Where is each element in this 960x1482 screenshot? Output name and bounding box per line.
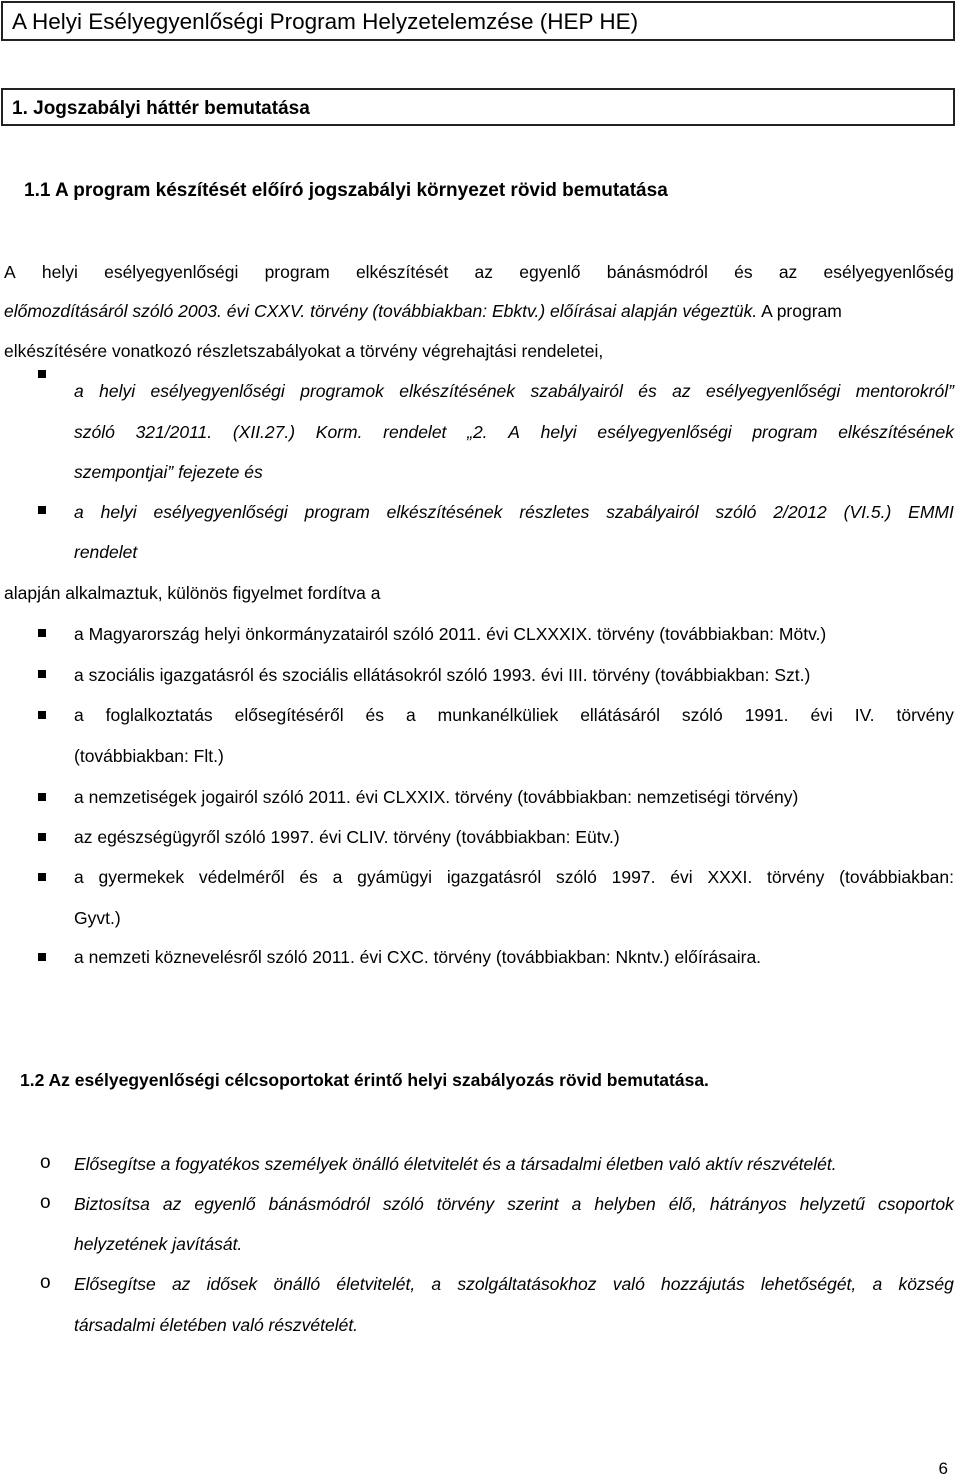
word: gyámügyi: [357, 867, 433, 887]
square-bullet-icon: [38, 711, 46, 719]
square-bullet-icon: [38, 793, 46, 801]
word: a: [74, 381, 84, 401]
word: idősek: [206, 1274, 258, 1294]
word: törvény: [436, 1194, 495, 1214]
word: 2/2012: [773, 502, 827, 522]
word: csoportok: [877, 1194, 954, 1214]
word: szerint: [507, 1194, 559, 1214]
word: bánásmódról: [606, 262, 708, 282]
word: elősegítéséről: [234, 705, 344, 725]
square-bullet-icon: [38, 370, 46, 378]
word: IV.: [854, 705, 875, 725]
goal-3-line-2: társadalmi életében való részvételét.: [74, 1315, 359, 1335]
word: a: [872, 1274, 883, 1294]
word: helyi: [540, 422, 577, 442]
regulation-2-line-1: [74, 500, 954, 524]
page-number: 6: [938, 1459, 948, 1478]
word: program: [752, 422, 818, 442]
word: a: [431, 1274, 442, 1294]
word: helyi: [41, 262, 78, 282]
square-bullet-icon: [38, 833, 46, 841]
regulation-2-line-2: rendelet: [74, 542, 138, 562]
word: elkészítésének: [399, 381, 516, 401]
word: szóló: [382, 1194, 424, 1214]
title-box: [1, 1, 955, 41]
word: igazgatásról: [446, 867, 542, 887]
word: szabályairól: [530, 381, 623, 401]
word: esélyegyenlőségi: [153, 502, 288, 522]
word: (továbbiakban:: [839, 867, 954, 887]
word: az: [171, 1274, 191, 1294]
word: évi: [670, 867, 693, 887]
word: község: [898, 1274, 954, 1294]
word: elkészítésének: [838, 422, 954, 442]
word: ellátásáról: [580, 705, 660, 725]
word: egyenlő: [519, 262, 581, 282]
word: a: [405, 705, 416, 725]
section-1-heading: 1. Jogszabályi háttér bemutatása: [12, 98, 310, 119]
law-5: az egészségügyről szóló 1997. évi CLIV. törvény (továbbiakban: Eütv.): [74, 827, 620, 847]
word: hozzájutás: [661, 1274, 745, 1294]
section-1-1-heading: 1.1 A program készítését előíró jogszabályi környezet rövid bemutatása: [24, 180, 668, 201]
square-bullet-icon: [38, 629, 46, 637]
square-bullet-icon: [38, 873, 46, 881]
word: XXXI.: [707, 867, 753, 887]
section-1-2-heading: 1.2 Az esélyegyenlőségi célcsoportokat érintő helyi szabályozás rövid bemutatása.: [20, 1070, 709, 1090]
word: programok: [300, 381, 384, 401]
word: (XII.27.): [232, 422, 296, 442]
word: rendelet: [383, 422, 447, 442]
word: az: [778, 262, 798, 282]
word: önálló: [273, 1274, 321, 1294]
word: lehetőségét,: [760, 1274, 857, 1294]
law-6-line-1: [74, 865, 954, 889]
word: és: [734, 262, 753, 282]
regulation-1-line-1: [74, 379, 954, 403]
word: (VI.5.): [843, 502, 892, 522]
word: esélyegyenlőségi: [104, 262, 239, 282]
word: „2.: [467, 422, 488, 442]
law-3-line-2: (továbbiakban: Flt.): [74, 746, 224, 766]
goal-3-line-1: [74, 1272, 954, 1296]
regulation-1-line-2: [74, 420, 954, 444]
word: védelméről: [198, 867, 285, 887]
word: Biztosítsa: [74, 1194, 150, 1214]
word: évi: [810, 705, 833, 725]
word: 1997.: [611, 867, 656, 887]
intro-line-2-italic: előmozdításáról szóló 2003. évi CXXV. törvény (továbbiakban: Ebktv.) előírásai alapján végeztük.: [4, 301, 758, 321]
circle-bullet-icon: o: [40, 1152, 51, 1173]
word: A: [508, 422, 520, 442]
word: EMMI: [908, 502, 954, 522]
word: a: [332, 867, 343, 887]
word: a: [74, 867, 84, 887]
word: és: [299, 867, 318, 887]
word: esélyegyenlőségi: [150, 381, 285, 401]
word: helyi: [100, 502, 137, 522]
applied-text: alapján alkalmaztuk, különös figyelmet fordítva a: [4, 583, 381, 603]
regulation-1-line-3: szempontjai” fejezete és: [74, 462, 263, 482]
square-bullet-icon: [38, 953, 46, 961]
law-1: a Magyarország helyi önkormányzatairól szóló 2011. évi CLXXXIX. törvény (továbbiakban: Mötv.): [74, 624, 827, 644]
word: a: [74, 502, 84, 522]
word: elkészítését: [355, 262, 449, 282]
word: bánásmódról: [268, 1194, 370, 1214]
word: esélyegyenlőség: [823, 262, 954, 282]
word: A: [4, 262, 16, 282]
word: való: [612, 1274, 645, 1294]
word: életvitelét,: [336, 1274, 416, 1294]
word: Korm.: [315, 422, 363, 442]
law-3-line-1: [74, 703, 954, 727]
circle-bullet-icon: o: [40, 1192, 51, 1213]
word: helyi: [99, 381, 136, 401]
word: gyermekek: [98, 867, 185, 887]
word: helyben: [594, 1194, 656, 1214]
square-bullet-icon: [38, 670, 46, 678]
word: és: [638, 381, 657, 401]
word: foglalkoztatás: [105, 705, 213, 725]
law-2: a szociális igazgatásról és szociális ellátásokról szóló 1993. évi III. törvény (továbbiakban: Szt.): [74, 665, 811, 685]
intro-line-2-rest: A program: [757, 301, 842, 321]
goal-1: Elősegítse a fogyatékos személyek önálló életvitelét és a társadalmi életben való aktív részvételét.: [74, 1154, 837, 1174]
intro-line-2: [4, 299, 842, 323]
word: hátrányos: [709, 1194, 787, 1214]
word: 1991.: [744, 705, 789, 725]
law-4: a nemzetiségek jogairól szóló 2011. évi CLXXIX. törvény (továbbiakban: nemzetiségi törvény): [74, 787, 799, 807]
word: szolgáltatásokhoz: [457, 1274, 597, 1294]
word: élő,: [668, 1194, 697, 1214]
word: helyzetű: [799, 1194, 865, 1214]
word: a: [571, 1194, 582, 1214]
word: program: [304, 502, 370, 522]
word: program: [264, 262, 330, 282]
word: a: [74, 705, 84, 725]
word: esélyegyenlőségi: [706, 381, 841, 401]
word: munkanélküliek: [437, 705, 559, 725]
word: az: [162, 1194, 182, 1214]
word: szabályairól: [606, 502, 699, 522]
word: mentorokról”: [855, 381, 954, 401]
section-1-box: [1, 88, 955, 126]
word: Elősegítse: [74, 1274, 156, 1294]
word: esélyegyenlőségi: [597, 422, 732, 442]
intro-line-1: [4, 260, 954, 284]
word: részletes: [519, 502, 590, 522]
word: törvény: [766, 867, 825, 887]
word: szóló: [74, 422, 115, 442]
word: törvény: [896, 705, 954, 725]
word: 321/2011.: [135, 422, 213, 442]
goal-2-line-1: [74, 1192, 954, 1216]
word: és: [365, 705, 385, 725]
law-6-line-2: Gyvt.): [74, 908, 121, 928]
goal-2-line-2: helyzetének javítását.: [74, 1234, 243, 1254]
square-bullet-icon: [38, 506, 46, 514]
word: egyenlő: [194, 1194, 256, 1214]
word: az: [474, 262, 494, 282]
word: elkészítésének: [386, 502, 503, 522]
word: szóló: [715, 502, 757, 522]
word: az: [672, 381, 691, 401]
intro-line-3: elkészítésére vonatkozó részletszabályokat a törvény végrehajtási rendeletei,: [4, 341, 604, 361]
circle-bullet-icon: o: [40, 1272, 51, 1293]
law-7: a nemzeti köznevelésről szóló 2011. évi CXC. törvény (továbbiakban: Nkntv.) előírásaira.: [74, 947, 762, 967]
word: szóló: [556, 867, 597, 887]
page-title: A Helyi Esélyegyenlőségi Program Helyzetelemzése (HEP HE): [12, 9, 639, 34]
word: szóló: [681, 705, 723, 725]
